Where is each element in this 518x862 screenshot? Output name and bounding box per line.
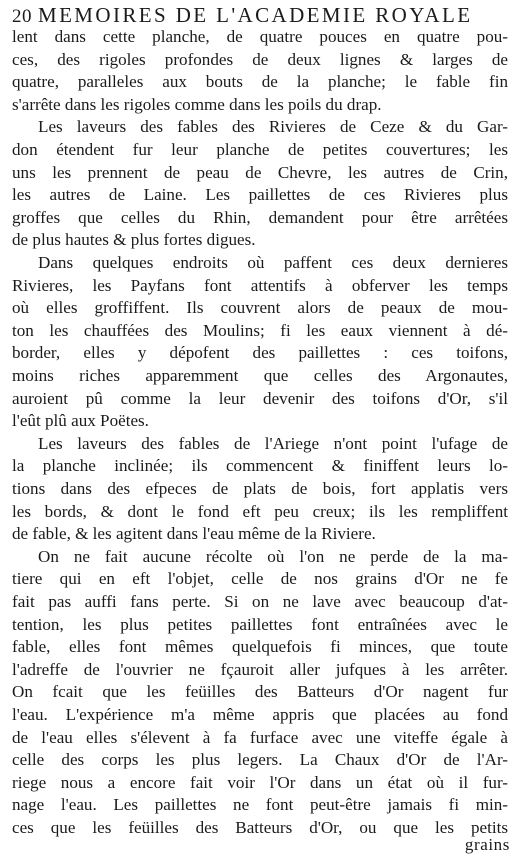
text-line: ces, des rigoles profondes de deux lignes & larges de	[12, 49, 508, 69]
text-line: ton les chauffées des Moulins; fi les eaux viennent à dé-	[12, 320, 508, 340]
text-line: s'arrête dans les rigoles comme dans les poils du drap.	[12, 94, 382, 114]
text-line: Les laveurs des fables des Rivieres de Ceze & du Gar-	[38, 117, 508, 137]
text-line: On ne fait aucune récolte où l'on ne perde de la ma-	[38, 546, 508, 566]
text-line: celle des corps les plus legers. La Chaux d'Or de l'Ar-	[12, 750, 508, 770]
text-line: Les laveurs des fables de l'Ariege n'ont point l'ufage de	[38, 433, 508, 453]
text-line: nage l'eau. Les paillettes ne font peut-être jamais fi min-	[12, 795, 508, 815]
catchword: grains	[464, 835, 510, 854]
text-line: de fable, & les agitent dans l'eau même de la Riviere.	[12, 524, 376, 544]
text-line: lent dans cette planche, de quatre pouces en quatre pou-	[12, 27, 508, 46]
text-line: quatre, paralleles aux bouts de la planche; le fable fin	[12, 72, 508, 92]
text-line: de plus hautes & plus fortes digues.	[12, 230, 256, 250]
text-line: l'eau. L'expérience m'a même appris que placées au fond	[12, 705, 508, 724]
text-line: riege nous a encore fait voir l'Or dans un état où il fur-	[12, 772, 508, 792]
text-line: de l'eau elles s'élevent à fa furface avec une viteffe égale à	[12, 727, 508, 747]
text-line: On fcait que les feüilles des Batteurs d'Or nagent fur	[12, 682, 508, 702]
text-line: fait pas auffi fans perte. Si on ne lave avec beaucoup d'at-	[12, 592, 508, 611]
text-line: tention, les plus petites paillettes font entraînées avec le	[12, 614, 508, 634]
text-line: groffes que celles du Rhin, demandent pour être arrêtées	[12, 207, 508, 227]
text-line: tions dans des efpeces de plats de bois, fort applatis vers	[12, 479, 508, 498]
text-line: ces que les feüilles des Batteurs d'Or, ou que les petits	[12, 818, 508, 837]
text-line: les autres de Laine. Les paillettes de ces Rivieres plus	[12, 185, 508, 205]
text-line: don étendent fur leur planche de petites couvertures; les	[12, 140, 508, 159]
page-number: 20	[12, 6, 32, 27]
text-line: fable, elles font mêmes quelquefois fi minces, que toute	[12, 637, 508, 657]
page-header	[12, 3, 512, 27]
text-line: où elles groffiffent. Ils couvrent alors de peaux de mou-	[12, 298, 508, 318]
text-line: Dans quelques endroits où paffent ces deux dernieres	[38, 253, 508, 272]
running-head: MEMOIRES DE L'ACADEMIE ROYALE	[38, 3, 473, 27]
text-line: auroient pû comme la leur devenir des toifons d'Or, s'il	[12, 388, 508, 408]
text-line: border, elles y dépofent des paillettes : ces toifons,	[12, 343, 508, 363]
text-line: l'adreffe de l'ouvrier ne fçauroit aller jufques à les arrêter.	[12, 659, 508, 679]
text-line: moins riches apparemment que celles des Argonautes,	[12, 366, 508, 385]
text-line: tiere qui en eft l'objet, celle de nos grains d'Or ne fe	[12, 569, 508, 589]
text-line: Rivieres, les Payfans font attentifs à obferver les temps	[12, 275, 508, 295]
text-line: la planche inclinée; ils commencent & finiffent leurs lo-	[12, 456, 508, 476]
text-line: les bords, & dont le fond eft peu creux; ils les rempliffent	[12, 501, 508, 521]
text-line: l'eût plû aux Poëtes.	[12, 411, 149, 431]
text-line: uns les prennent de peau de Chevre, les autres de Crin,	[12, 162, 508, 182]
